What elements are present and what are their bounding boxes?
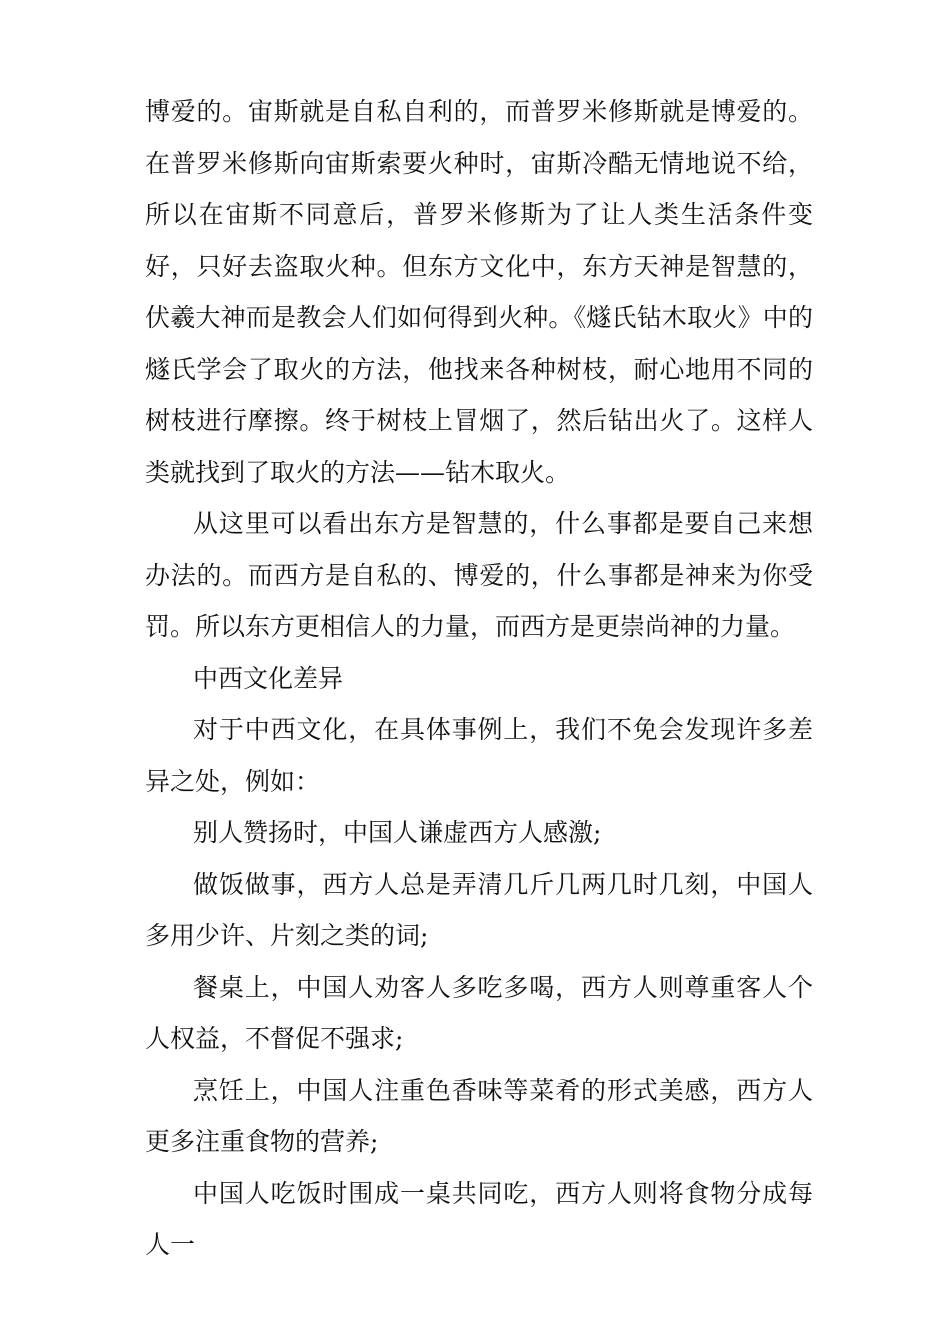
list-item-eating-style: 中国人吃饭时围成一桌共同吃，西方人则将食物分成每人一	[145, 1178, 813, 1259]
section-heading: 中西文化差异	[193, 663, 344, 693]
list-item-dining-table: 餐桌上，中国人劝客人多吃多喝，西方人则尊重客人个人权益，不督促不强求;	[145, 972, 813, 1053]
paragraph-east-west-comparison: 从这里可以看出东方是智慧的，什么事都是要自己来想办法的。而西方是自私的、博爱的，什么事都是神来为你受罚。所以东方更相信人的力量，而西方是更崇尚神的力量。	[145, 509, 813, 641]
list-item-praise: 别人赞扬时，中国人谦虚西方人感激;	[193, 818, 602, 847]
list-item-cooking-measure: 做饭做事，西方人总是弄清几斤几两几时几刻，中国人多用少许、片刻之类的词;	[145, 869, 813, 950]
paragraph-intro-examples: 对于中西文化，在具体事例上，我们不免会发现许多差异之处，例如：	[145, 715, 813, 796]
document-body	[145, 86, 813, 1271]
paragraph-continuation: 博爱的。宙斯就是自私自利的，而普罗米修斯就是博爱的。在普罗米修斯向宙斯索要火种时，宙斯冷酷无情地说不给，所以在宙斯不同意后，普罗米修斯为了让人类生活条件变好，只好去盗取火种。但东方文化中，东方天神是智慧的，伏羲大神而是教会人们如何得到火种。《燧氏钻木取火》中的燧氏学会了取火的方法，他找来各种树枝，耐心地用不同的树枝进行摩擦。终于树枝上冒烟了，然后钻出火了。这样人类就找到了取火的方法——钻木取火。	[145, 97, 813, 487]
list-item-cooking-aesthetics: 烹饪上，中国人注重色香味等菜肴的形式美感，西方人更多注重食物的营养;	[145, 1075, 813, 1156]
